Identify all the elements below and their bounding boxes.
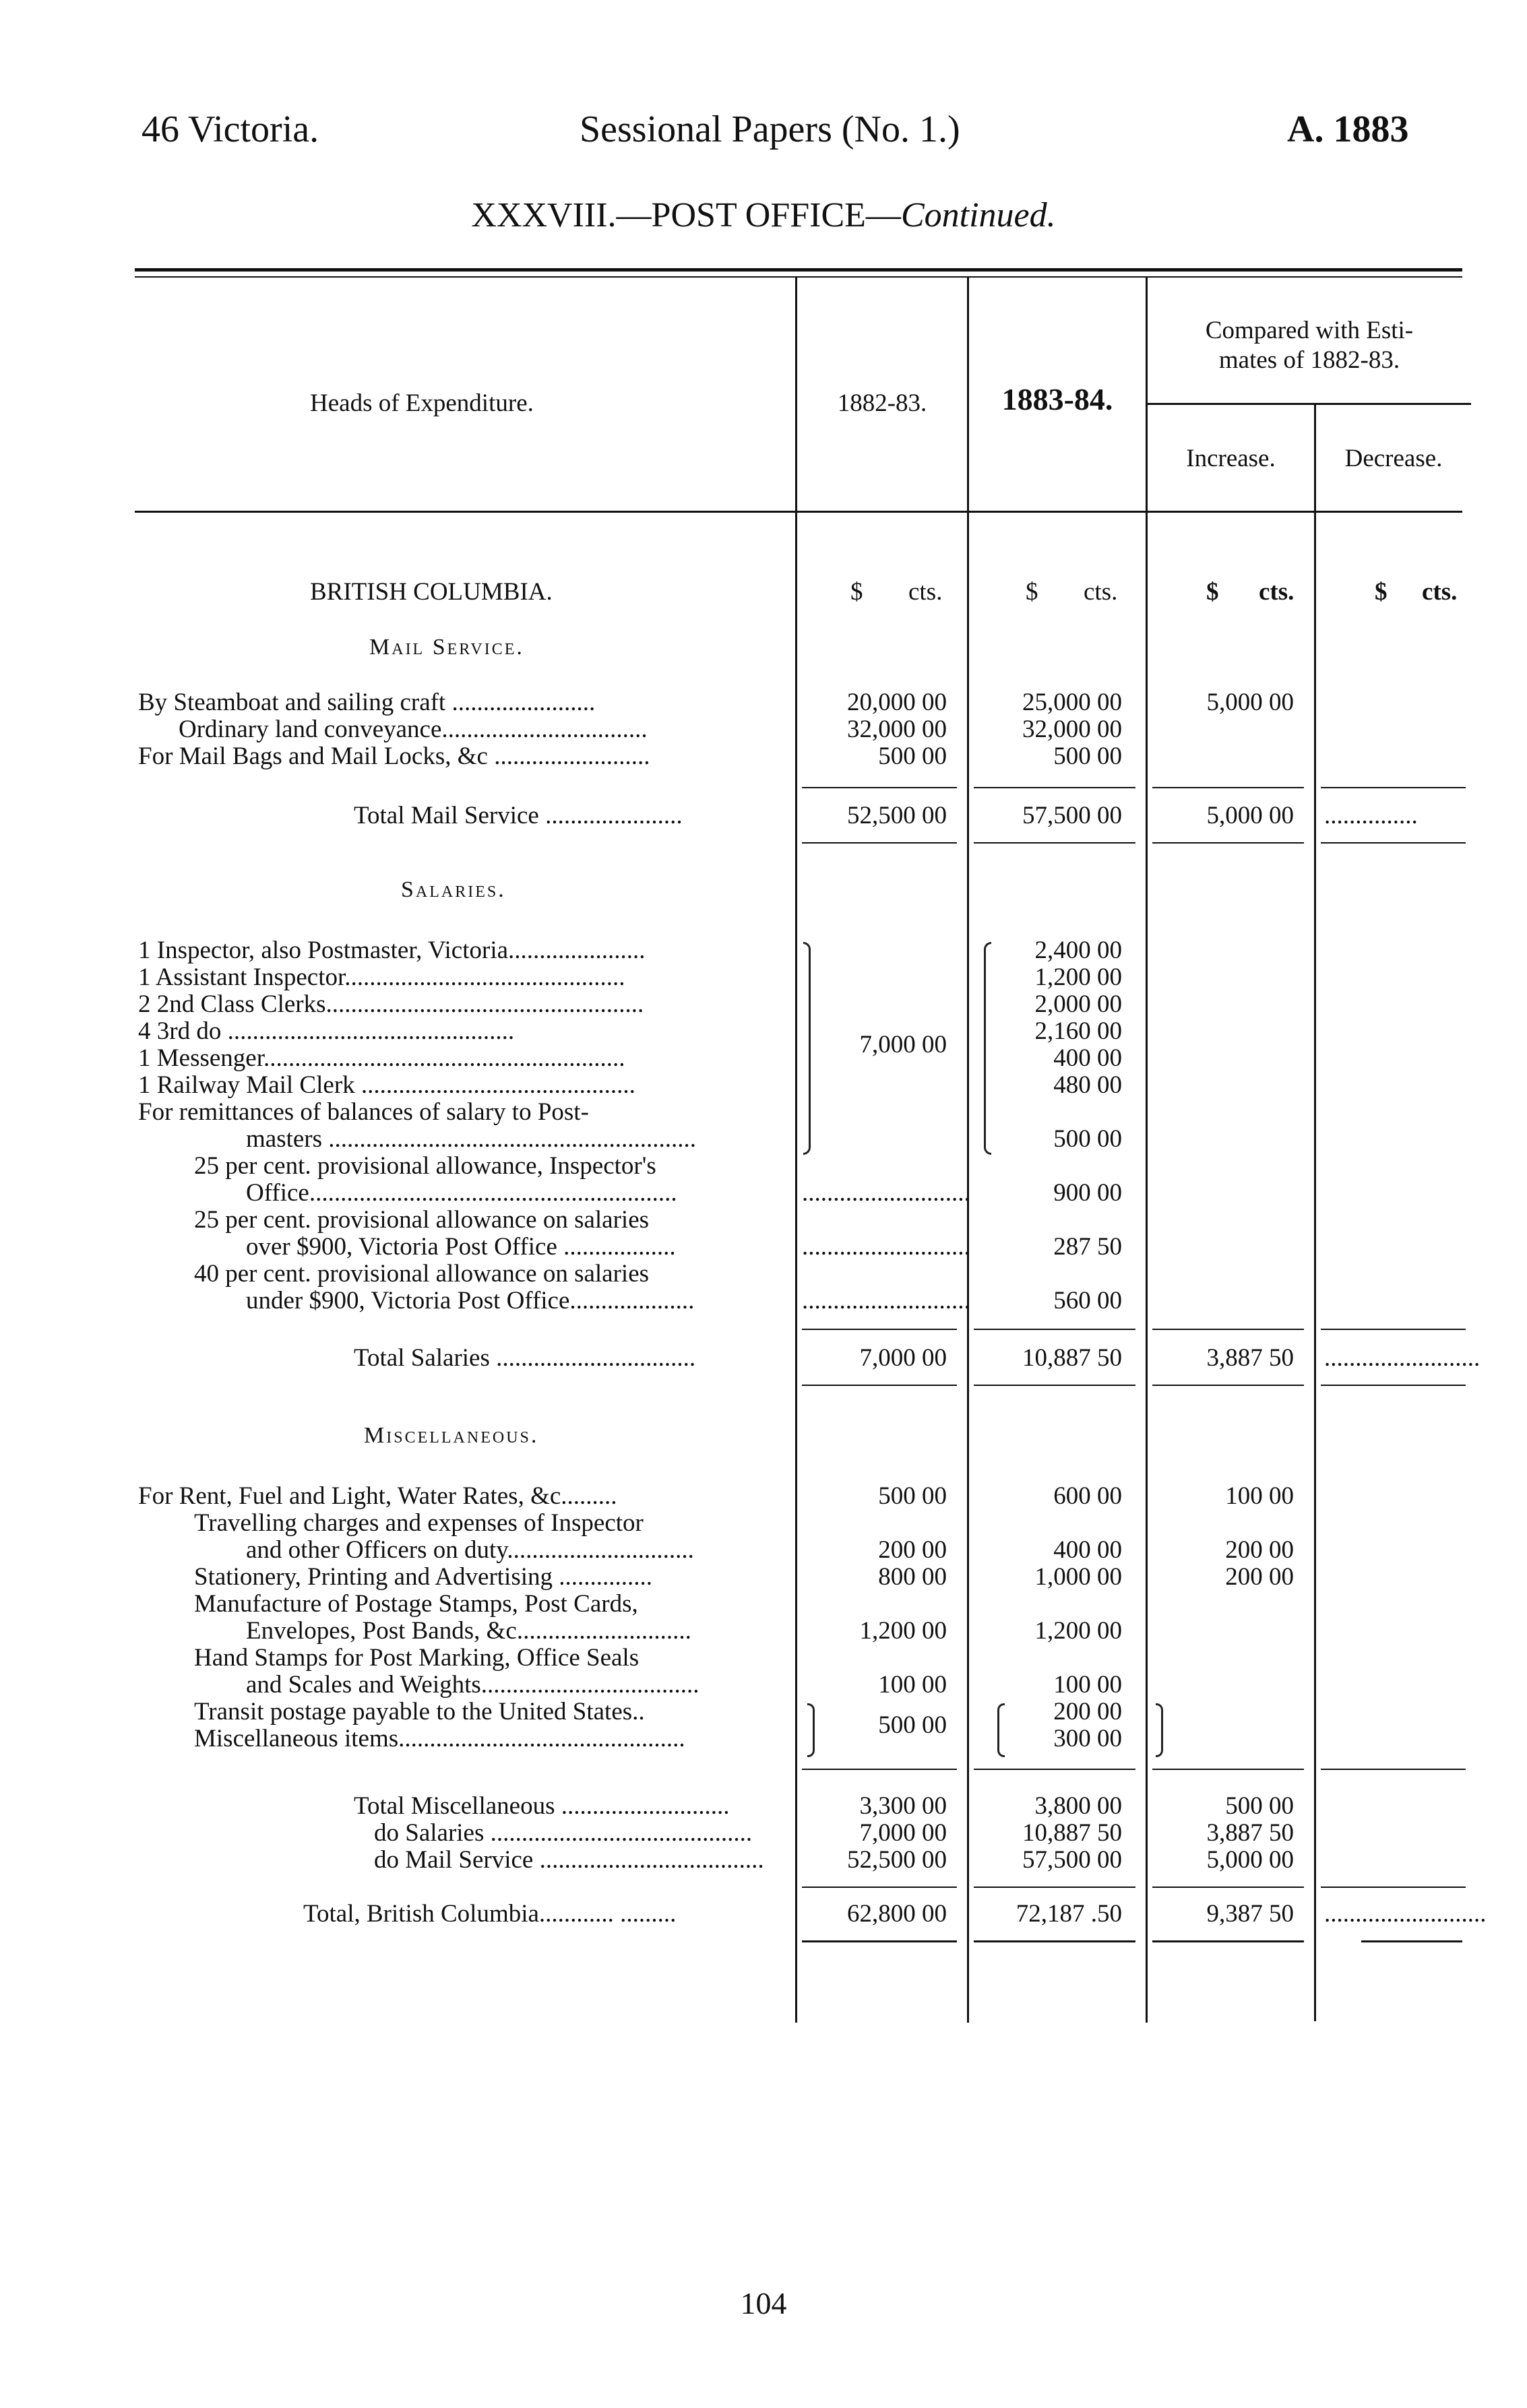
misc-braced-y1: 500 00 — [878, 1711, 947, 1739]
allowance-y2: 900 00 — [1053, 1179, 1122, 1207]
top-rule-thin — [135, 276, 1462, 278]
grand-total-rule — [802, 1940, 957, 1942]
misc-row-y2: 400 00 — [1053, 1536, 1122, 1564]
summary-total-label: Total Miscellaneous ........................... — [354, 1792, 730, 1820]
unit-dollar-2: $ — [1026, 578, 1038, 606]
subtotal-rule — [1152, 1329, 1304, 1330]
mail-total-y1: 52,500 00 — [847, 802, 947, 829]
subtotal-rule — [802, 787, 957, 788]
grand-total-rule — [1152, 1940, 1304, 1942]
page-number: 104 — [740, 2286, 787, 2320]
mail-total-inc: 5,000 00 — [1206, 802, 1294, 829]
misc-row-y2: 1,000 00 — [1034, 1563, 1122, 1591]
total-rule — [802, 1385, 957, 1386]
subtotal-rule — [974, 1329, 1135, 1330]
col-compared: Compared with Esti- — [1205, 317, 1414, 344]
subtotal-rule — [802, 1769, 957, 1770]
misc-row-y2: 100 00 — [1053, 1671, 1122, 1699]
salary-row-label: masters ........................................................... — [246, 1125, 697, 1153]
salaries-heading: Salaries. — [401, 877, 506, 902]
running-header-center: Sessional Papers (No. 1.) — [580, 108, 960, 150]
total-rule — [1321, 842, 1466, 844]
summary-total-inc: 500 00 — [1225, 1792, 1294, 1820]
misc-row-label: Stationery, Printing and Advertising ............... — [194, 1563, 653, 1591]
summary-total-y2: 10,887 50 — [1022, 1819, 1122, 1847]
allowance-y2: 560 00 — [1053, 1287, 1122, 1314]
unit-cts-4: cts. — [1422, 578, 1458, 606]
misc-row-y2: 600 00 — [1053, 1482, 1122, 1510]
misc-row-y1: 100 00 — [878, 1671, 947, 1699]
salary-row-label: 4 3rd do .............................................. — [138, 1017, 515, 1045]
misc-row-inc: 200 00 — [1225, 1563, 1294, 1591]
allowance-y1: ........................... — [802, 1287, 970, 1314]
mail-heading: Mail Service. — [369, 635, 524, 660]
subtotal-rule — [974, 1887, 1135, 1888]
misc-row-label: Travelling charges and expenses of Inspector — [194, 1509, 644, 1537]
misc-row-y1: 500 00 — [878, 1482, 947, 1510]
allowance-label: 25 per cent. provisional allowance on salaries — [194, 1206, 650, 1234]
mail-row-label: By Steamboat and sailing craft ....................... — [138, 689, 596, 716]
misc-brace-left — [807, 1703, 815, 1757]
salary-row-label: 1 Inspector, also Postmaster, Victoria...................... — [138, 937, 646, 964]
allowance-y1: ........................... — [802, 1179, 970, 1207]
subtotal-rule — [974, 1769, 1135, 1770]
header-rule — [135, 511, 1462, 513]
grand-total-dec: .......................... — [1324, 1900, 1487, 1928]
misc-row-y2: 1,200 00 — [1034, 1617, 1122, 1645]
unit-dollar-1: $ — [850, 578, 863, 606]
grand-total-y1: 62,800 00 — [847, 1900, 947, 1928]
total-rule — [802, 842, 957, 844]
unit-cts-1: cts. — [908, 578, 943, 606]
subtotal-rule — [1321, 787, 1466, 788]
grand-total-rule — [974, 1940, 1135, 1942]
salaries-brace-left — [803, 942, 811, 1155]
summary-total-y2: 3,800 00 — [1034, 1792, 1122, 1820]
mail-row-y2: 25,000 00 — [1022, 689, 1122, 716]
running-header-right: A. 1883 — [1287, 108, 1409, 150]
mail-row-y1: 500 00 — [878, 742, 947, 770]
allowance-label: 40 per cent. provisional allowance on salaries — [194, 1260, 650, 1288]
col-decrease: Decrease. — [1344, 445, 1443, 472]
mail-total-y2: 57,500 00 — [1022, 802, 1122, 829]
col-divider-2 — [967, 278, 969, 2023]
summary-total-y2: 57,500 00 — [1022, 1846, 1122, 1874]
mail-row-y2: 500 00 — [1053, 742, 1122, 770]
salary-row-y2: 2,400 00 — [1034, 937, 1122, 964]
unit-cts-3: cts. — [1259, 578, 1295, 606]
mail-row-label: Ordinary land conveyance................................. — [179, 716, 648, 743]
salary-row-y2: 500 00 — [1053, 1125, 1122, 1153]
total-rule — [1321, 1385, 1466, 1386]
grand-total-inc: 9,387 50 — [1206, 1900, 1294, 1928]
summary-total-y1: 7,000 00 — [859, 1819, 947, 1847]
col-divider-3 — [1146, 278, 1148, 2023]
misc-row-label: and other Officers on duty.............................. — [246, 1536, 694, 1564]
page-title: XXXVIII.—POST OFFICE—Continued. — [471, 196, 1056, 234]
misc-row-y1: 200 00 — [878, 1536, 947, 1564]
transit-y2: 200 00 — [1053, 1698, 1122, 1725]
mail-row-label: For Mail Bags and Mail Locks, &c ......................... — [138, 742, 650, 770]
salary-row-y2: 400 00 — [1053, 1044, 1122, 1072]
salaries-total-label: Total Salaries ................................ — [354, 1344, 696, 1372]
subtotal-rule — [1321, 1887, 1466, 1888]
summary-total-inc: 3,887 50 — [1206, 1819, 1294, 1847]
unit-dollar-3: $ — [1206, 578, 1219, 606]
salary-row-y2: 480 00 — [1053, 1071, 1122, 1099]
summary-total-y1: 52,500 00 — [847, 1846, 947, 1874]
col-heads: Heads of Expenditure. — [310, 389, 534, 417]
subtotal-rule — [1321, 1329, 1466, 1330]
unit-cts-2: cts. — [1084, 578, 1118, 606]
subtotal-rule — [802, 1329, 957, 1330]
section-heading: BRITISH COLUMBIA. — [310, 578, 553, 606]
top-rule — [135, 268, 1462, 272]
mail-row-y1: 20,000 00 — [847, 689, 947, 716]
misc-row-label: Hand Stamps for Post Marking, Office Seals — [194, 1644, 640, 1672]
allowance-label: under $900, Victoria Post Office.................... — [246, 1287, 695, 1314]
salaries-total-dec: ......................... — [1324, 1344, 1481, 1372]
misc-row-y1: 1,200 00 — [859, 1617, 947, 1645]
allowance-label: over $900, Victoria Post Office .................. — [246, 1233, 676, 1261]
mail-row-y1: 32,000 00 — [847, 716, 947, 743]
salaries-total-inc: 3,887 50 — [1206, 1344, 1294, 1372]
col-divider-4 — [1314, 404, 1316, 2021]
mail-row-y2: 32,000 00 — [1022, 716, 1122, 743]
grand-total-rule — [1361, 1940, 1462, 1942]
allowance-label: Office........................................................... — [246, 1179, 677, 1207]
salary-row-label: 2 2nd Class Clerks................................................... — [138, 990, 644, 1018]
subtotal-rule — [974, 787, 1135, 788]
compared-rule — [1148, 403, 1471, 405]
total-rule — [1152, 842, 1304, 844]
salaries-braced-y1: 7,000 00 — [859, 1031, 947, 1058]
subtotal-rule — [1321, 1769, 1466, 1770]
salary-row-y2: 2,000 00 — [1034, 990, 1122, 1018]
summary-total-y1: 3,300 00 — [859, 1792, 947, 1820]
allowance-y1: ........................... — [802, 1233, 970, 1261]
col-1882: 1882-83. — [837, 389, 927, 417]
misc-items-y2: 300 00 — [1053, 1725, 1122, 1752]
misc-row-label: Manufacture of Postage Stamps, Post Cards, — [194, 1590, 638, 1618]
misc-row-inc: 100 00 — [1225, 1482, 1294, 1510]
allowance-label: 25 per cent. provisional allowance, Inspector's — [194, 1152, 656, 1180]
grand-total-label: Total, British Columbia............ ......... — [303, 1900, 677, 1928]
salaries-total-y1: 7,000 00 — [859, 1344, 947, 1372]
subtotal-rule — [1152, 787, 1304, 788]
salary-row-y2: 1,200 00 — [1034, 963, 1122, 991]
summary-total-label: do Mail Service .................................... — [374, 1846, 764, 1874]
allowance-y2: 287 50 — [1053, 1233, 1122, 1261]
total-rule — [1152, 1385, 1304, 1386]
misc-row-y1: 800 00 — [878, 1563, 947, 1591]
subtotal-rule — [1152, 1769, 1304, 1770]
mail-total-label: Total Mail Service ...................... — [354, 802, 683, 829]
misc-items-label: Miscellaneous items.............................................. — [194, 1725, 685, 1752]
col-1883: 1883-84. — [1001, 382, 1113, 416]
misc-row-label: and Scales and Weights................................... — [246, 1671, 699, 1699]
subtotal-rule — [1152, 1887, 1304, 1888]
salary-row-label: For remittances of balances of salary to Post- — [138, 1098, 589, 1126]
mail-total-dec: ............... — [1324, 802, 1418, 829]
salary-row-label: 1 Messenger.......................................................... — [138, 1044, 625, 1072]
misc-row-label: Envelopes, Post Bands, &c............................ — [246, 1617, 691, 1645]
col-divider-1 — [795, 278, 797, 2023]
transit-label: Transit postage payable to the United States.. — [194, 1698, 645, 1725]
summary-total-inc: 5,000 00 — [1206, 1846, 1294, 1874]
salary-row-label: 1 Assistant Inspector............................................. — [138, 963, 625, 991]
unit-dollar-4: $ — [1375, 578, 1388, 606]
misc-brace-inc — [1156, 1703, 1163, 1757]
running-header-left: 46 Victoria. — [142, 108, 319, 150]
misc-row-label: For Rent, Fuel and Light, Water Rates, &c......... — [138, 1482, 617, 1510]
col-compared-2: mates of 1882-83. — [1218, 346, 1400, 374]
subtotal-rule — [802, 1887, 957, 1888]
misc-heading: Miscellaneous. — [364, 1423, 539, 1448]
salary-row-label: 1 Railway Mail Clerk ............................................ — [138, 1071, 635, 1099]
total-rule — [974, 1385, 1135, 1386]
salary-row-y2: 2,160 00 — [1034, 1017, 1122, 1045]
grand-total-y2: 72,187 .50 — [1016, 1900, 1122, 1928]
col-increase: Increase. — [1186, 445, 1276, 472]
misc-row-inc: 200 00 — [1225, 1536, 1294, 1564]
total-rule — [974, 842, 1135, 844]
mail-row-inc: 5,000 00 — [1206, 689, 1294, 716]
salaries-total-y2: 10,887 50 — [1022, 1344, 1122, 1372]
summary-total-label: do Salaries .......................................... — [374, 1819, 753, 1847]
